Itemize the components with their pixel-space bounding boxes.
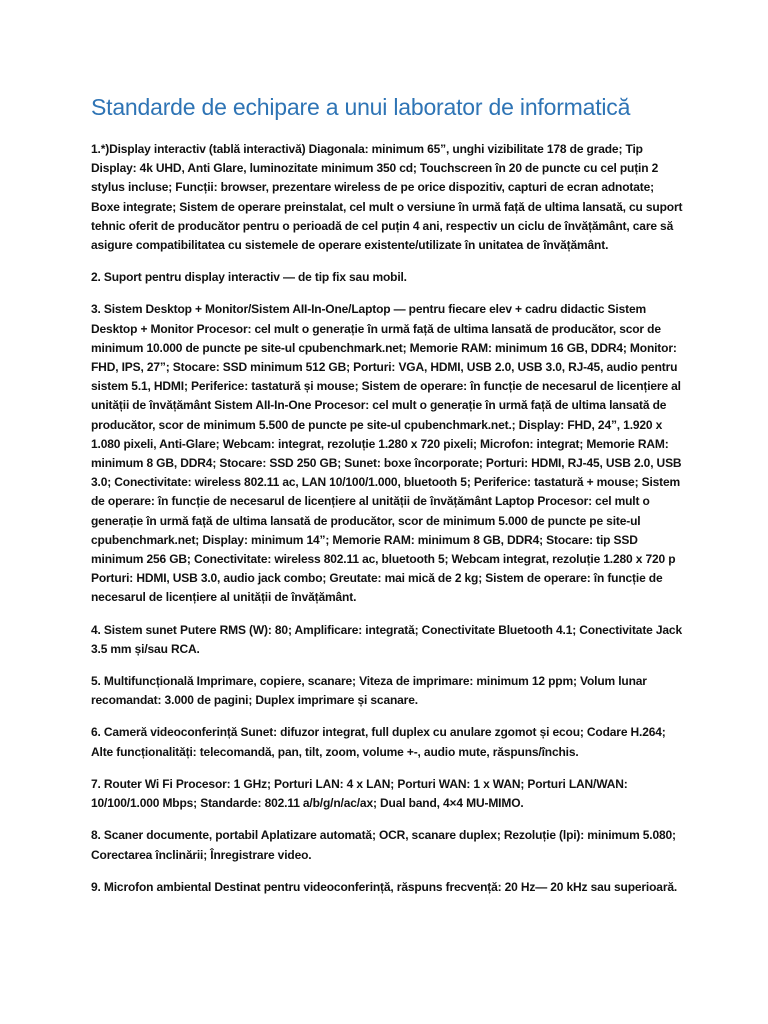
list-item-9: 9. Microfon ambiental Destinat pentru videoconferință, răspuns frecvență: 20 Hz— 20 kHz sau superioară. xyxy=(91,879,678,894)
list-item-2: 2. Suport pentru display interactiv — de tip fix sau mobil. xyxy=(91,270,407,285)
list-item-4: 4. Sistem sunet Putere RMS (W): 80; Amplificare: integrată; Conectivitate Bluetooth 4.1; Conectivitate Jack 3.5 mm și/sau RCA. xyxy=(91,622,682,656)
list-item-6: 6. Cameră videoconferință Sunet: difuzor integrat, full duplex cu anulare zgomot și ecou; Codare H.264; Alte funcționalități: telecomandă, pan, tilt, zoom, volume +-, audio mute, răspuns/închis. xyxy=(91,725,666,759)
list-item-7: 7. Router Wi Fi Procesor: 1 GHz; Porturi LAN: 4 x LAN; Porturi WAN: 1 x WAN; Porturi LAN/WAN: 10/100/1.000 Mbps; Standarde: 802.11 a/b/g/n/ac/ax; Dual band, 4×4 MU-MIMO. xyxy=(91,776,628,811)
document-title: Standarde de echipare a unui laborator de informatică xyxy=(91,94,631,120)
list-item-5: 5. Multifuncțională Imprimare, copiere, scanare; Viteza de imprimare: minimum 12 ppm; Volum lunar recomandat: 3.000 de pagini; Duplex imprimare și scanare. xyxy=(91,674,647,708)
list-item-3: 3. Sistem Desktop + Monitor/Sistem AII-In-One/Laptop — pentru fiecare elev + cadru didactic Sistem Desktop + Monitor Procesor: cel mult o generație în urmă față de ultima lansată de producător, scor de minimum 10.000 de puncte pe site-ul cpubenchmark.net; Memorie RAM: minimum 16 GB, DDR4; Monitor: FHD, IPS, 27”; Stocare: SSD minimum 512 GB; Porturi: VGA, HDMI, USB 2.0, USB 3.0, RJ-45, audio pentru sistem 5.1, HDMI; Periferice: tastatură și mouse; Sistem de operare: în funcție de necesarul de licențiere al unității de învățământ Sistem AII-In-One Procesor: cel mult o generație în urmă față de ultima lansată de producător, scor de minimum 5.500 de puncte pe site-ul cpubenchmark.net.; Display: FHD, 24”, 1.920 x 1.080 pixeli, Anti-Glare; Webcam: integrat, rezoluție 1.280 x 720 pixeli; Microfon: integrat; Memorie RAM: minimum 8 GB, DDR4; Stocare: SSD 250 GB; Sunet: boxe încorporate; Porturi: HDMI, RJ-45, USB 2.0, USB 3.0; Conectivitate: wireless 802.11 ac, LAN 10/100/1.000, bluetooth 5; Periferice: tastatură + mouse; Sistem de operare: în funcție de necesarul de licențiere al unității de învățământ Laptop Procesor: cel mult o generație în urmă față de ultima lansată de producător, scor de minimum 5.000 de puncte pe site-ul cpubenchmark.net; Display: minimum 14”; Memorie RAM: minimum 8 GB, DDR4; Stocare: tip SSD minimum 256 GB; Conectivitate: wireless 802.11 ac, bluetooth 5; Webcam integrat, rezoluție 1.280 x 720 p Porturi: HDMI, USB 3.0, audio jack combo; Greutate: mai mică de 2 kg; Sistem de operare: în funcție de necesarul de licențiere al unității de învățământ. xyxy=(91,302,682,605)
list-item-1: 1.*)Display interactiv (tablă interactivă) Diagonala: minimum 65”, unghi vizibilitate 178 de grade; Tip Display: 4k UHD, Anti Glare, luminozitate minimum 350 cd; Touchscreen în 20 de puncte cu cel puțin 2 stylus incluse; Funcții: browser, prezentare wireless de pe orice dispozitiv, capturi de ecran adnotate; Boxe integrate; Sistem de operare preinstalat, cel mult o versiune în urmă față de ultima lansată, cu suport tehnic oferit de producător pentru o perioadă de cel puțin 4 ani, respectiv un ciclu de învățământ, care să asigure compatibilitatea cu sistemele de operare existente/utilizate în unitatea de învățământ. xyxy=(91,142,683,253)
document-page xyxy=(91,92,683,910)
list-item-8: 8. Scaner documente, portabil Aplatizare automată; OCR, scanare duplex; Rezoluție (lpi): minimum 5.080; Corectarea înclinării; Înregistrare video. xyxy=(91,828,676,862)
